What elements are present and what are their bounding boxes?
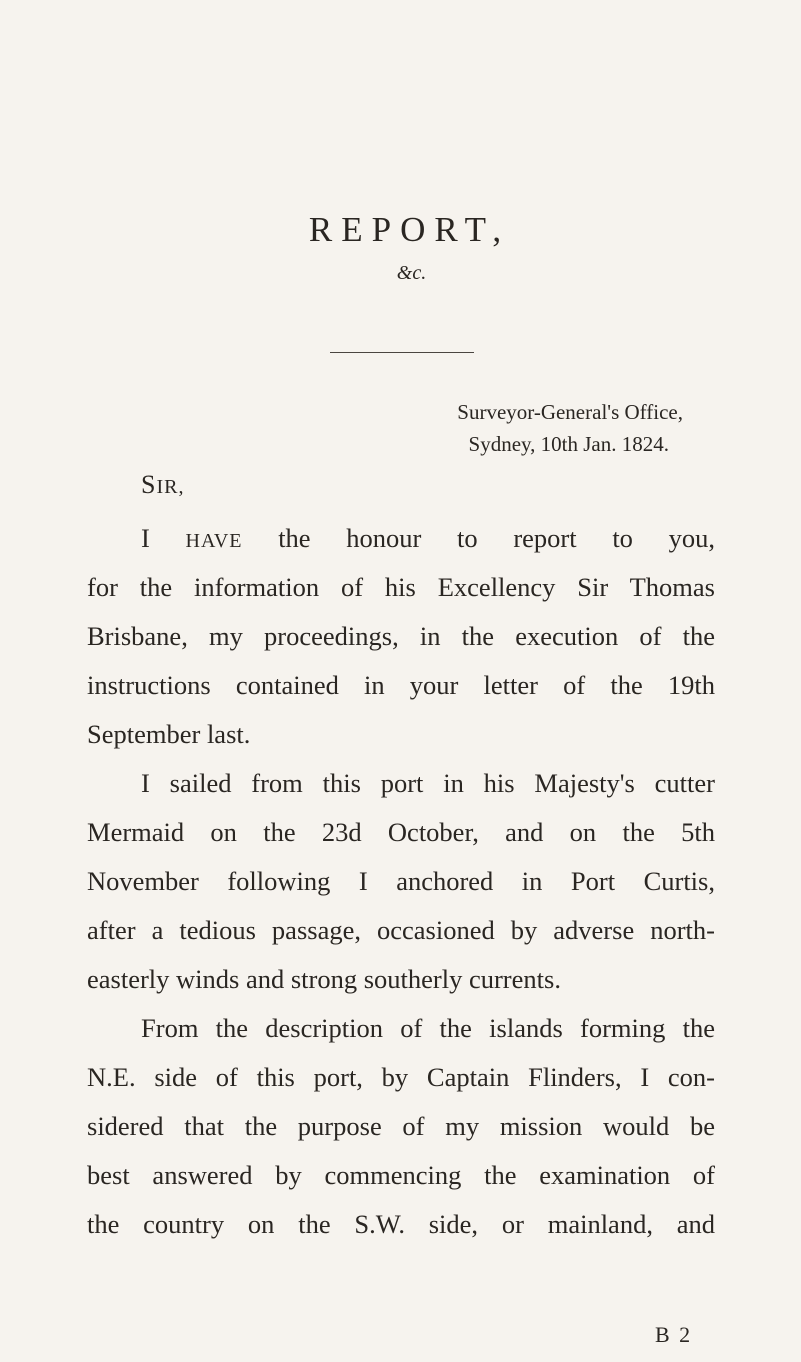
- paragraph3-line3: sidered that the purpose of my mission would be: [87, 1111, 715, 1141]
- paragraph1-lead-smallcaps: HAVE: [185, 530, 243, 552]
- paragraph3-line1: From the description of the islands forming the: [141, 1013, 715, 1043]
- dateline-office: Surveyor-General's Office,: [457, 400, 683, 424]
- salutation: [141, 470, 184, 500]
- paragraph3-line5: the country on the S.W. side, or mainland, and: [87, 1209, 715, 1239]
- paragraph1-line3: Brisbane, my proceedings, in the execution of the: [87, 621, 715, 651]
- signature-mark: B 2: [655, 1322, 693, 1347]
- paragraph2-line3: November following I anchored in Port Curtis,: [87, 866, 715, 896]
- salutation-initial: S: [141, 470, 157, 499]
- paragraph1-lead-cap: I: [141, 523, 186, 553]
- paragraph2-line5: easterly winds and strong southerly currents.: [87, 964, 561, 994]
- paragraph2-line2: Mermaid on the 23d October, and on the 5th: [87, 817, 715, 847]
- paragraph2-line4: after a tedious passage, occasioned by adverse north-: [87, 915, 715, 945]
- dateline-place-date: Sydney, 10th Jan. 1824.: [468, 432, 669, 456]
- report-title: REPORT,: [308, 210, 511, 249]
- salutation-rest: IR,: [156, 476, 185, 498]
- paragraph3-line4: best answered by commencing the examination of: [87, 1160, 715, 1190]
- title-divider: [330, 352, 474, 353]
- paragraph1-line1: [141, 521, 715, 558]
- paragraph1-line4: instructions contained in your letter of the 19th: [87, 670, 715, 700]
- paragraph1-line1-rest: the honour to report to you,: [242, 523, 716, 553]
- paragraph2-line1: I sailed from this port in his Majesty's cutter: [141, 768, 715, 798]
- report-subtitle: &c.: [396, 262, 427, 284]
- paragraph3-line2: N.E. side of this port, by Captain Flinders, I con-: [87, 1062, 715, 1092]
- paragraph1-line2: for the information of his Excellency Sir Thomas: [87, 572, 715, 602]
- paragraph1-line5: September last.: [87, 719, 251, 749]
